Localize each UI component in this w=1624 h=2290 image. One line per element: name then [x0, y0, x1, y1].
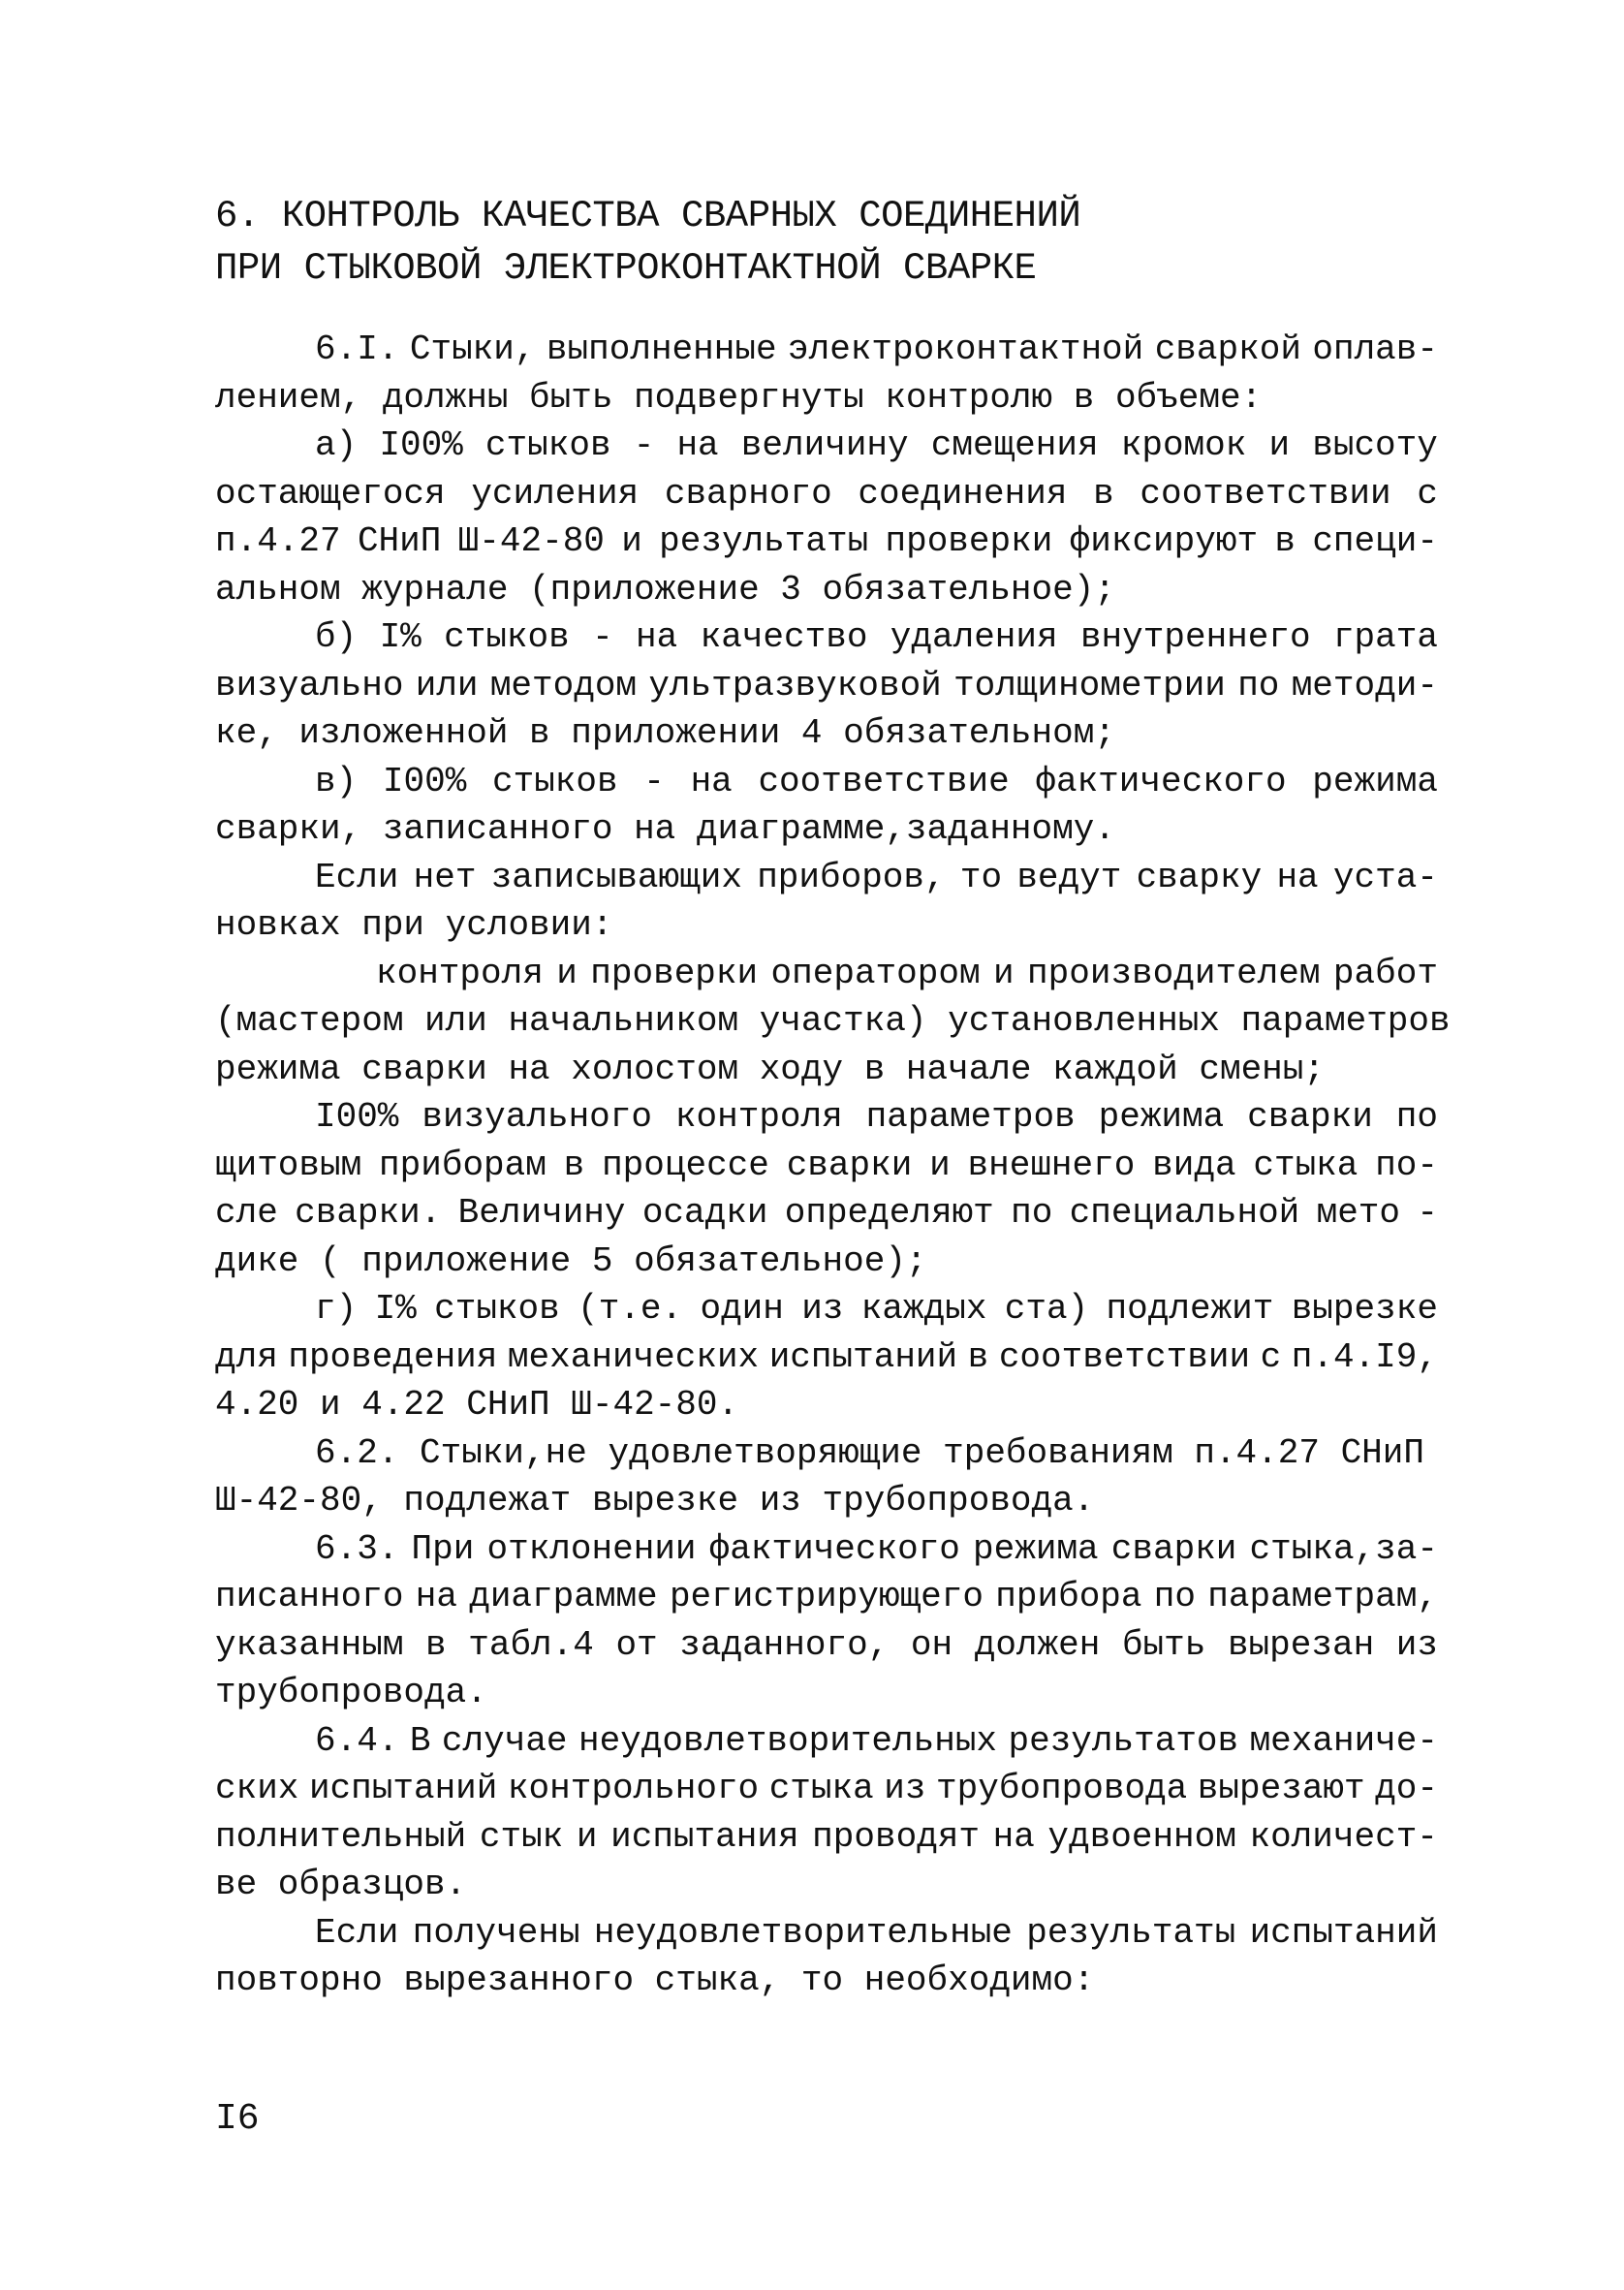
word: методом — [489, 665, 638, 706]
word: 6.I. — [315, 329, 399, 369]
word: I% — [374, 1289, 417, 1329]
text-line: режима сварки на холостом ходу в начале каждой смены; — [215, 1049, 1325, 1089]
word: быть — [1121, 1624, 1206, 1665]
text-line — [215, 518, 1438, 566]
word: Если — [315, 857, 399, 897]
word: результаты — [659, 521, 869, 561]
word: с — [1417, 473, 1438, 514]
word: фактического — [1035, 761, 1287, 801]
word: г) — [315, 1289, 358, 1329]
word: толщинометрии — [953, 665, 1226, 706]
word: осадки — [641, 1193, 768, 1233]
word: в — [1093, 473, 1114, 514]
word: ведут — [1016, 857, 1122, 897]
word: на — [415, 1577, 457, 1616]
word: записывающих — [490, 857, 742, 897]
word: неудовлетворительные — [593, 1912, 1013, 1953]
text-line — [215, 422, 1438, 470]
word: до- — [1375, 1769, 1438, 1808]
word: внешнего — [967, 1145, 1136, 1185]
word: ультразвуковой — [648, 665, 942, 706]
word: соединения — [858, 473, 1068, 514]
word: и — [621, 521, 642, 561]
word: проводят — [812, 1816, 980, 1857]
text-line: повторно вырезанного стыка, то необходимо: — [215, 1961, 1095, 2000]
word: величину — [740, 425, 909, 465]
text-line: ве образцов. — [215, 1865, 467, 1904]
word: механиче- — [1249, 1720, 1438, 1761]
text-line — [215, 1765, 1438, 1813]
word: полнительный — [215, 1816, 467, 1857]
word: отклонении — [486, 1528, 697, 1569]
text-line — [215, 1093, 1438, 1142]
word: оплав- — [1312, 329, 1438, 369]
text-line — [215, 1189, 1438, 1238]
text-line — [215, 758, 1438, 806]
word: специ- — [1312, 521, 1438, 561]
word: стык — [479, 1816, 564, 1857]
word: СНиП — [357, 521, 442, 561]
word: по- — [1375, 1145, 1438, 1185]
text-line — [215, 470, 1438, 518]
word: проверки — [885, 521, 1053, 561]
word: испытания — [610, 1816, 799, 1857]
text-line — [215, 1285, 1438, 1333]
word: стыков — [444, 617, 570, 657]
word: визуального — [422, 1097, 652, 1137]
word: методи- — [1291, 665, 1438, 706]
word: удвоенном — [1047, 1816, 1236, 1857]
word: ста) — [1004, 1289, 1089, 1329]
word: сварного — [664, 473, 832, 514]
word: из — [801, 1289, 844, 1329]
word: проведения — [288, 1336, 498, 1377]
word: - — [592, 617, 613, 657]
word: б) — [315, 617, 358, 657]
word: ских — [215, 1769, 299, 1808]
word: с — [1260, 1336, 1282, 1377]
section-heading-line-2: ПРИ СТЫКОВОЙ ЭЛЕКТРОКОНТАКТНОЙ СВАРКЕ — [215, 247, 1037, 290]
word: приборам — [379, 1145, 547, 1185]
word: нет — [413, 857, 477, 897]
word: электроконтактной — [788, 329, 1144, 369]
word: п.4.I9, — [1291, 1336, 1438, 1377]
word: подлежит — [1106, 1289, 1274, 1329]
text-line — [215, 1333, 1438, 1382]
word: высоту — [1312, 425, 1438, 465]
word: - — [633, 425, 655, 465]
text-line: Ш-42-80, подлежат вырезке из трубопровода. — [215, 1481, 1095, 1521]
word: случае — [441, 1720, 568, 1761]
text-line: трубопровода. — [215, 1673, 487, 1712]
word: кромок — [1120, 425, 1247, 465]
word: вырезан — [1227, 1624, 1375, 1665]
word: сварки — [1247, 1097, 1373, 1137]
text-line: 6.2. Стыки,не удовлетворяющие требованиям п.4.27 СНиП — [315, 1432, 1424, 1473]
word: а) — [315, 425, 358, 465]
text-line — [215, 1525, 1438, 1574]
word: проверки — [590, 953, 759, 993]
word: и — [556, 953, 578, 993]
text-line: новках при условии: — [215, 905, 613, 945]
word: вида — [1152, 1145, 1236, 1185]
page-number: I6 — [215, 2098, 260, 2140]
word: стыков — [434, 1289, 560, 1329]
text-line — [215, 1813, 1438, 1862]
word: стыка — [768, 1769, 874, 1808]
word: специальной — [1069, 1193, 1300, 1233]
word: на — [992, 1816, 1035, 1857]
word: количест- — [1249, 1816, 1438, 1857]
text-line: 4.20 и 4.22 СНиП Ш-42-80. — [215, 1385, 739, 1425]
text-line: лением, должны быть подвергнуты контролю в объеме: — [215, 377, 1263, 418]
word: оператором — [770, 953, 981, 993]
word: по — [1237, 665, 1280, 706]
word: и — [1268, 425, 1291, 465]
word: фиксируют — [1069, 521, 1259, 561]
text-line — [215, 950, 1438, 998]
word: уста- — [1332, 857, 1438, 897]
word: и — [993, 953, 1015, 993]
word: вырезают — [1197, 1769, 1365, 1808]
text-line — [215, 326, 1438, 374]
word: по — [1011, 1193, 1053, 1233]
word: или — [415, 665, 479, 706]
word: неудовлетворительных — [578, 1720, 998, 1761]
word: параметрам, — [1207, 1577, 1438, 1616]
text-line: ке, изложенной в приложении 4 обязательном; — [215, 713, 1115, 753]
word: щитовым — [215, 1145, 362, 1185]
body-text — [215, 326, 1451, 2005]
word: остающегося — [215, 473, 446, 514]
text-line — [215, 1142, 1438, 1190]
word: в — [967, 1336, 989, 1377]
word: на — [636, 617, 678, 657]
text-line: (мастером или начальником участка) установленных параметров — [215, 1001, 1451, 1041]
word: на — [690, 761, 733, 801]
word: фактического — [708, 1528, 960, 1569]
word: получены — [412, 1912, 580, 1953]
word: для — [215, 1336, 278, 1377]
text-line — [215, 1621, 1438, 1670]
word: сле — [215, 1193, 278, 1233]
word: то — [959, 857, 1003, 897]
word: на — [676, 425, 719, 465]
word: из — [1395, 1624, 1438, 1665]
word: соответствие — [758, 761, 1010, 801]
word: стыков — [491, 761, 618, 801]
word: трубопровода — [936, 1769, 1188, 1808]
word: удаления — [890, 617, 1058, 657]
word: табл.4 — [468, 1624, 594, 1665]
word: приборов, — [757, 857, 946, 897]
word: п.4.27 — [215, 521, 341, 561]
word: механических — [507, 1336, 760, 1377]
word: испытаний — [1249, 1912, 1438, 1953]
word: качество — [700, 617, 868, 657]
word: режима — [973, 1528, 1099, 1569]
text-line — [215, 662, 1438, 710]
word: I% — [379, 617, 422, 657]
text-line: альном журнале (приложение 3 обязательное); — [215, 569, 1115, 610]
word: соответствии — [998, 1336, 1251, 1377]
word: в — [425, 1624, 447, 1665]
word: I00% — [382, 761, 467, 801]
word: - — [643, 761, 665, 801]
word: - — [1417, 1193, 1438, 1233]
text-line — [215, 1717, 1438, 1766]
word: в — [563, 1145, 585, 1185]
word: испытаний — [308, 1769, 498, 1808]
word: контрольного — [507, 1769, 760, 1808]
word: режима — [1098, 1097, 1225, 1137]
word: контроля — [376, 953, 544, 993]
word: параметров — [865, 1097, 1076, 1137]
word: сварки — [1110, 1528, 1237, 1569]
word: сварки. — [295, 1193, 442, 1233]
word: процессе — [602, 1145, 769, 1185]
word: режима — [1312, 761, 1438, 801]
word: внутреннего — [1079, 617, 1311, 657]
word: определяют — [784, 1193, 994, 1233]
word: и — [576, 1816, 598, 1857]
word: регистрирующего — [669, 1577, 984, 1616]
word: стыков — [484, 425, 611, 465]
word: В — [409, 1720, 431, 1761]
word: он — [910, 1624, 953, 1665]
word: Величину — [457, 1193, 626, 1233]
word: из — [884, 1769, 926, 1808]
text-line — [215, 613, 1438, 662]
text-line — [215, 1573, 1438, 1621]
word: сварки — [786, 1145, 913, 1185]
word: испытаний — [768, 1336, 958, 1377]
word: стыка,за- — [1249, 1528, 1438, 1569]
word: от — [615, 1624, 658, 1665]
word: указанным — [215, 1624, 404, 1665]
word: производителем — [1027, 953, 1321, 993]
word: Если — [315, 1912, 399, 1953]
section-heading — [215, 190, 1475, 295]
word: прибора — [995, 1577, 1142, 1616]
word: в — [1274, 521, 1296, 561]
word: 6.3. — [315, 1528, 399, 1569]
section-heading-line-1: 6. КОНТРОЛЬ КАЧЕСТВА СВАРНЫХ СОЕДИНЕНИЙ — [215, 195, 1081, 237]
word: соответствии — [1140, 473, 1391, 514]
word: смещения — [930, 425, 1099, 465]
word: (т.е. — [578, 1289, 683, 1329]
word: стыка — [1253, 1145, 1359, 1185]
word: результаты — [1026, 1912, 1236, 1953]
word: по — [1395, 1097, 1438, 1137]
word: должен — [974, 1624, 1101, 1665]
word: контроля — [674, 1097, 843, 1137]
word: Ш-42-80 — [457, 521, 605, 561]
word: результатов — [1008, 1720, 1239, 1761]
word: диаграмме — [469, 1577, 658, 1616]
word: каждых — [860, 1289, 987, 1329]
word: сваркой — [1154, 329, 1301, 369]
word: мето — [1316, 1193, 1401, 1233]
word: визуально — [215, 665, 404, 706]
word: работ — [1332, 953, 1438, 993]
word: в) — [315, 761, 358, 801]
text-line — [215, 1909, 1438, 1958]
word: один — [700, 1289, 784, 1329]
word: и — [929, 1145, 951, 1185]
word: При — [411, 1528, 475, 1569]
word: I00% — [315, 1097, 399, 1137]
text-line: сварки, записанного на диаграмме,заданному. — [215, 809, 1115, 849]
text-line — [215, 854, 1438, 902]
text-line: дике ( приложение 5 обязательное); — [215, 1240, 927, 1281]
word: на — [1276, 857, 1319, 897]
word: I00% — [379, 425, 463, 465]
word: по — [1153, 1577, 1197, 1616]
word: Стыки, — [409, 329, 536, 369]
word: вырезке — [1291, 1289, 1438, 1329]
word: грата — [1332, 617, 1438, 657]
word: писанного — [215, 1577, 404, 1616]
word: усиления — [471, 473, 640, 514]
word: сварку — [1136, 857, 1263, 897]
word: выполненные — [546, 329, 777, 369]
word: 6.4. — [315, 1720, 399, 1761]
word: заданного, — [679, 1624, 890, 1665]
